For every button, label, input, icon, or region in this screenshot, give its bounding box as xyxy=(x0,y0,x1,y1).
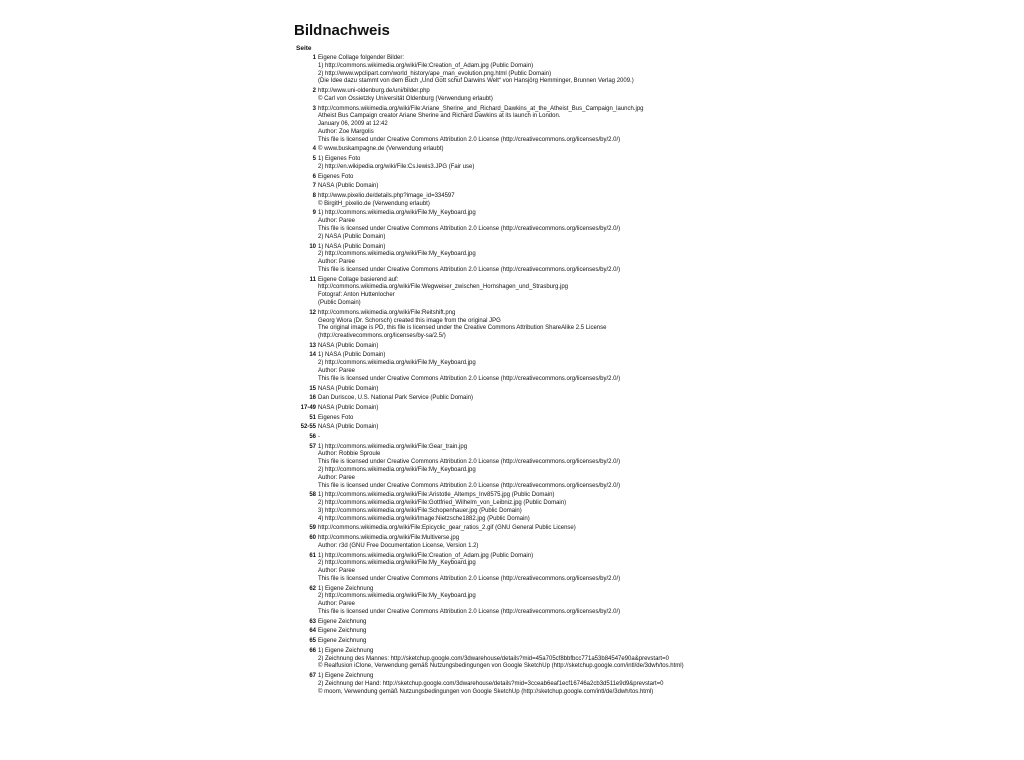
credit-text xyxy=(318,183,378,191)
credit-line: This file is licensed under Creative Commons Attribution 2.0 License (http://creativecommons.org/licenses/by/2.0/) xyxy=(318,459,621,466)
page-number: 56 xyxy=(309,433,316,440)
page-number: 2 xyxy=(312,88,316,95)
credit-text xyxy=(318,525,576,533)
page-number: 63 xyxy=(309,618,316,625)
page-title: Bildnachweis xyxy=(294,22,390,39)
credit-line: http://commons.wikimedia.org/wiki/File:Ariane_Sherine_and_Richard_Dawkins_at_the_Atheist_Bus_Campaign_launch.jpg xyxy=(318,105,644,112)
credit-text xyxy=(318,638,366,646)
credit-text xyxy=(318,586,620,617)
credit-entry xyxy=(294,553,724,584)
credit-text xyxy=(318,174,353,182)
credit-line: 2) NASA (Public Domain) xyxy=(318,233,386,240)
credit-line: Eigene Zeichnung xyxy=(318,638,367,645)
credit-line: NASA (Public Domain) xyxy=(318,183,379,190)
credit-line: 2) http://commons.wikimedia.org/wiki/File:My_Keyboard.jpg xyxy=(318,360,476,367)
credit-line: Eigene Zeichnung xyxy=(318,628,367,635)
page-number: 61 xyxy=(309,552,316,559)
credit-line: This file is licensed under Creative Commons Attribution 2.0 License (http://creativecommons.org/licenses/by/2.0/) xyxy=(318,482,621,489)
credit-line: 2) Zeichnung der Hand: http://sketchup.google.com/3dwarehouse/details?mid=3cceab6eaf1ecf16746a2cb3d511e9d9&prevstart=0 xyxy=(318,680,664,687)
credit-entry xyxy=(294,174,724,182)
page-number: 4 xyxy=(312,146,316,153)
credit-line: 2) http://commons.wikimedia.org/wiki/File:My_Keyboard.jpg xyxy=(318,560,476,567)
credit-entry xyxy=(294,310,724,341)
credit-line: (Die Idee dazu stammt von dem Buch „Und Gott schuf Darwins Welt“ von Hansjörg Hemminger, Brunnen Verlag 2009.) xyxy=(318,78,634,85)
credit-line: http://commons.wikimedia.org/wiki/File:Epicyclic_gear_ratios_2.gif (GNU General Public License) xyxy=(318,525,576,532)
credit-entry xyxy=(294,673,724,696)
credit-line: This file is licensed under Creative Commons Attribution 2.0 License (http://creativecommons.org/licenses/by/2.0/) xyxy=(318,375,621,382)
credit-text xyxy=(318,415,353,423)
credit-line: Author: Paree xyxy=(318,474,356,481)
page-number: 59 xyxy=(309,525,316,532)
credit-line: The original image is PD, this file is licensed under the Creative Commons Attribution ShareAlike 2.5 License xyxy=(318,325,607,332)
credit-text xyxy=(318,352,620,383)
page-number: 14 xyxy=(309,352,316,359)
credit-line: (Public Domain) xyxy=(318,300,361,307)
credit-line: © Realfusion iClone, Verwendung gemäß Nutzungsbedingungen von Google SketchUp (http://sketchup.google.com/intl/de/3dwh/tos.html) xyxy=(318,663,684,670)
credit-entry xyxy=(294,88,724,104)
page-number: 13 xyxy=(309,342,316,349)
credit-text xyxy=(318,553,620,584)
credit-entry xyxy=(294,619,724,627)
credit-entry xyxy=(294,586,724,617)
credit-entry xyxy=(294,183,724,191)
credit-line: © moom, Verwendung gemäß Nutzungsbedingungen von Google SketchUp (http://sketchup.google.com/intl/de/3dwh/tos.html) xyxy=(318,688,654,695)
credit-line: 4) http://commons.wikimedia.org/wiki/Image:Nietzsche1882.jpg (Public Domain) xyxy=(318,515,530,522)
credit-line: http://www.uni-oldenburg.de/uni/bilder.php xyxy=(318,88,430,95)
column-header-page: Seite xyxy=(296,45,312,52)
credit-entry xyxy=(294,244,724,275)
document-page xyxy=(294,22,724,696)
page-number: 67 xyxy=(309,673,316,680)
credit-line: This file is licensed under Creative Commons Attribution 2.0 License (http://creativecommons.org/licenses/by/2.0/) xyxy=(318,136,621,143)
credit-text xyxy=(318,535,478,551)
credit-entry xyxy=(294,156,724,172)
credit-line: © Carl von Ossietzky Universität Oldenburg (Verwendung erlaubt) xyxy=(318,95,493,102)
credit-line: NASA (Public Domain) xyxy=(318,342,379,349)
page-number: 8 xyxy=(312,192,316,199)
credit-line: January 06, 2009 at 12:42 xyxy=(318,121,388,128)
credit-line: Atheist Bus Campaign creator Ariane Sherine and Richard Dawkins at its launch in London. xyxy=(318,113,561,120)
credit-entry xyxy=(294,444,724,491)
credit-line: http://commons.wikimedia.org/wiki/File:Reitshift.png xyxy=(318,309,456,316)
credit-entry xyxy=(294,277,724,308)
credit-line: Author: Robbie Sproule xyxy=(318,451,381,458)
credit-line: 1) Eigene Zeichnung xyxy=(318,673,374,680)
page-number: 16 xyxy=(309,395,316,402)
credit-entry xyxy=(294,492,724,523)
credit-text xyxy=(318,492,566,523)
credit-line: 2) http://commons.wikimedia.org/wiki/File:Gottfried_Wilhelm_von_Leibniz.jpg (Public Domain) xyxy=(318,500,567,507)
page-number: 5 xyxy=(312,156,316,163)
credit-text xyxy=(318,193,455,209)
credit-text xyxy=(318,424,378,432)
credit-text xyxy=(318,628,366,636)
page-number: 6 xyxy=(312,173,316,180)
credit-text xyxy=(318,310,606,341)
page-number: 52-55 xyxy=(300,424,316,431)
page-number: 7 xyxy=(312,183,316,190)
page-number: 65 xyxy=(309,638,316,645)
credit-line: This file is licensed under Creative Commons Attribution 2.0 License (http://creativecommons.org/licenses/by/2.0/) xyxy=(318,266,621,273)
credit-entry xyxy=(294,352,724,383)
credit-entry xyxy=(294,638,724,646)
credit-text xyxy=(318,244,620,275)
credit-line: (http://creativecommons.org/licenses/by-sa/2.5/) xyxy=(318,333,446,340)
credit-line: 2) http://commons.wikimedia.org/wiki/File:My_Keyboard.jpg xyxy=(318,593,476,600)
credit-entry xyxy=(294,210,724,241)
credit-line: 1) http://commons.wikimedia.org/wiki/File:Gear_train.jpg xyxy=(318,443,468,450)
page-number: 57 xyxy=(309,443,316,450)
credit-line: 1) NASA (Public Domain) xyxy=(318,243,386,250)
page-number: 10 xyxy=(309,243,316,250)
credits-list xyxy=(294,55,724,696)
credit-line: Eigene Collage basierend auf: xyxy=(318,276,399,283)
credit-entry xyxy=(294,424,724,432)
credit-line: Georg Wiora (Dr. Schorsch) created this image from the original JPG xyxy=(318,317,501,324)
credit-line: Author: r3d (GNU Free Documentation License, Version 1.2) xyxy=(318,542,479,549)
page-number: 17-49 xyxy=(300,404,316,411)
credit-line: 2) http://en.wikipedia.org/wiki/File:Cs.lewis3.JPG (Fair use) xyxy=(318,163,475,170)
credit-entry xyxy=(294,415,724,423)
credit-line: 2) http://commons.wikimedia.org/wiki/File:My_Keyboard.jpg xyxy=(318,467,476,474)
credit-line: Dan Duriscoe, U.S. National Park Service (Public Domain) xyxy=(318,395,474,402)
credit-line: Author: Paree xyxy=(318,218,356,225)
credit-line: Author: Paree xyxy=(318,368,356,375)
credit-entry xyxy=(294,146,724,154)
page-number: 62 xyxy=(309,585,316,592)
credit-text xyxy=(318,386,378,394)
page-number: 12 xyxy=(309,309,316,316)
credit-line: NASA (Public Domain) xyxy=(318,404,379,411)
page-number: 1 xyxy=(312,55,316,61)
credit-text xyxy=(318,88,493,104)
page-number: 66 xyxy=(309,647,316,654)
credit-entry xyxy=(294,55,724,86)
credit-text xyxy=(318,156,474,172)
credit-text xyxy=(318,673,663,696)
credit-line: 2) Zeichnung des Mannes: http://sketchup.google.com/3dwarehouse/details?mid=45a705cf8bbfbcc771a53b84547e90a&prevstart=0 xyxy=(318,655,669,662)
credit-line: Fotograf: Anton Huttenlocher xyxy=(318,292,395,299)
credit-line: 2) http://www.wpclipart.com/world_history/ape_man_evolution.png.html (Public Domain) xyxy=(318,70,552,77)
credit-line: This file is licensed under Creative Commons Attribution 2.0 License (http://creativecommons.org/licenses/by/2.0/) xyxy=(318,575,621,582)
page-number: 15 xyxy=(309,385,316,392)
credit-text xyxy=(318,395,473,403)
credit-entry xyxy=(294,343,724,351)
credit-line: Author: Paree xyxy=(318,259,356,266)
credit-line: Author: Zoe Margolis xyxy=(318,128,374,135)
credit-entry xyxy=(294,386,724,394)
credit-entry xyxy=(294,434,724,442)
credit-line: - xyxy=(318,433,320,440)
credit-line: http://commons.wikimedia.org/wiki/File:Wegweiser_zwischen_Hornshagen_und_Strasburg.jpg xyxy=(318,284,569,291)
credit-line: Eigene Collage folgender Bilder: xyxy=(318,55,405,61)
credit-line: 1) Eigenes Foto xyxy=(318,156,361,163)
page-number: 58 xyxy=(309,492,316,499)
credit-text xyxy=(318,55,634,86)
credit-text xyxy=(318,434,320,442)
credit-line: http://www.pixelio.de/details.php?image_id=334597 xyxy=(318,192,455,199)
credit-line: This file is licensed under Creative Commons Attribution 2.0 License (http://creativecommons.org/licenses/by/2.0/) xyxy=(318,609,621,616)
page-number: 51 xyxy=(309,414,316,421)
credit-text xyxy=(318,277,568,308)
page-number: 11 xyxy=(309,276,316,283)
page-number: 3 xyxy=(312,105,316,112)
credit-line: Eigenes Foto xyxy=(318,414,354,421)
credit-entry xyxy=(294,525,724,533)
credit-line: This file is licensed under Creative Commons Attribution 2.0 License (http://creativecommons.org/licenses/by/2.0/) xyxy=(318,226,621,233)
credit-line: 3) http://commons.wikimedia.org/wiki/File:Schopenhauer.jpg (Public Domain) xyxy=(318,507,522,514)
credit-entry xyxy=(294,628,724,636)
credit-text xyxy=(318,648,684,671)
credit-line: 1) Eigene Zeichnung xyxy=(318,585,374,592)
credit-line: Eigene Zeichnung xyxy=(318,618,367,625)
credit-entry xyxy=(294,395,724,403)
credit-line: 1) http://commons.wikimedia.org/wiki/File:Aristotle_Altemps_Inv8575.jpg (Public Domain) xyxy=(318,492,555,499)
credit-text xyxy=(318,210,620,241)
credit-entry xyxy=(294,405,724,413)
page-number: 9 xyxy=(312,210,316,217)
credit-text xyxy=(318,444,620,491)
credit-line: 1) Eigene Zeichnung xyxy=(318,647,374,654)
credit-line: 1) http://commons.wikimedia.org/wiki/File:Creation_of_Adam.jpg (Public Domain) xyxy=(318,552,534,559)
credit-line: http://commons.wikimedia.org/wiki/File:Multiverse.jpg xyxy=(318,535,460,542)
credit-entry xyxy=(294,535,724,551)
credit-line: NASA (Public Domain) xyxy=(318,424,379,431)
credit-text xyxy=(318,146,444,154)
credit-line: © www.buskampagne.de (Verwendung erlaubt) xyxy=(318,146,444,153)
credit-text xyxy=(318,619,366,627)
page-number: 60 xyxy=(309,535,316,542)
credit-line: 1) NASA (Public Domain) xyxy=(318,352,386,359)
credit-line: NASA (Public Domain) xyxy=(318,385,379,392)
credit-line: 1) http://commons.wikimedia.org/wiki/File:Creation_of_Adam.jpg (Public Domain) xyxy=(318,62,534,69)
credit-entry xyxy=(294,106,724,145)
credit-line: Author: Paree xyxy=(318,601,356,608)
credit-text xyxy=(318,343,378,351)
credit-text xyxy=(318,106,644,145)
credit-line: 2) http://commons.wikimedia.org/wiki/File:My_Keyboard.jpg xyxy=(318,251,476,258)
credit-entry xyxy=(294,193,724,209)
credit-text xyxy=(318,405,378,413)
credit-line: © BirgitH_pixelio.de (Verwendung erlaubt) xyxy=(318,200,430,207)
credit-line: Author: Paree xyxy=(318,568,356,575)
credit-entry xyxy=(294,648,724,671)
page-number: 64 xyxy=(309,628,316,635)
credit-line: 1) http://commons.wikimedia.org/wiki/File:My_Keyboard.jpg xyxy=(318,210,476,217)
credit-line: Eigenes Foto xyxy=(318,173,354,180)
